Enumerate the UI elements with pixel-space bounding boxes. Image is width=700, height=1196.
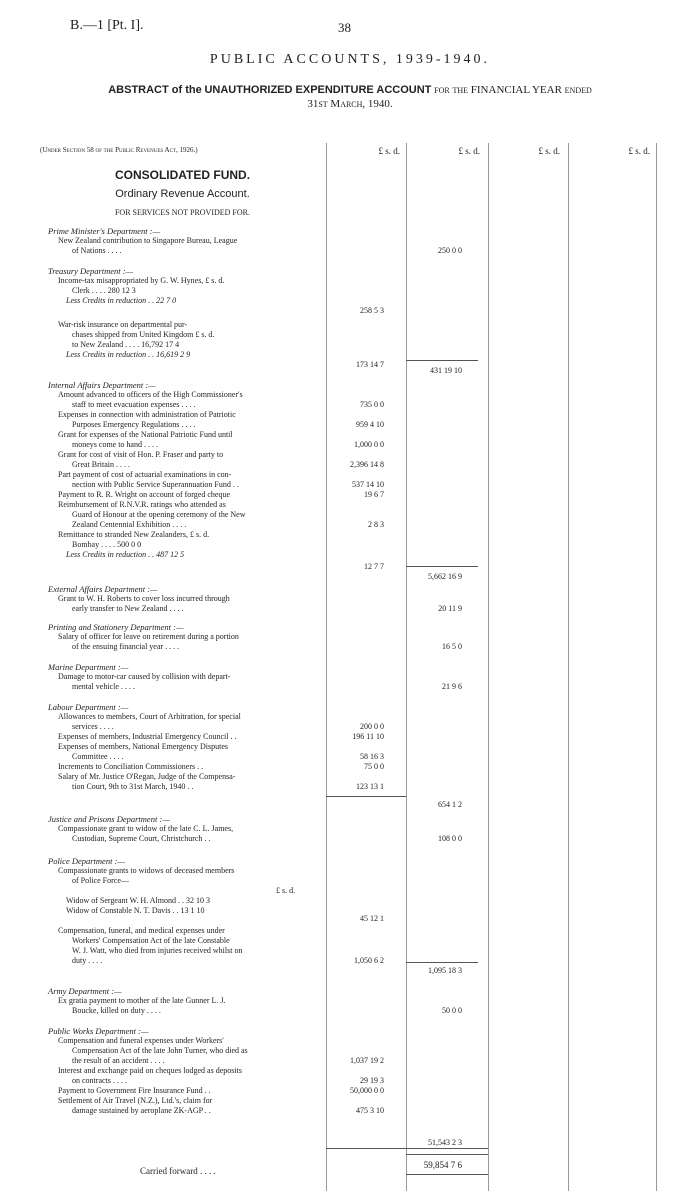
line-item: the result of an accident . . . . <box>72 1056 165 1065</box>
line-item: staff to meet evacuation expenses . . . . <box>72 400 196 409</box>
line-item: Payment to Government Fire Insurance Fund . . <box>58 1086 211 1095</box>
line-item: Remittance to stranded New Zealanders, £ s. d. <box>58 530 210 539</box>
section-total: 20 11 9 <box>438 604 462 613</box>
line-item: chases shipped from United Kingdom £ s. d. <box>72 330 215 339</box>
fund-title: CONSOLIDATED FUND. <box>114 168 251 182</box>
column-rule-5 <box>656 143 657 1191</box>
column-head-2: £ s. d. <box>458 146 480 156</box>
section-total: 51,543 2 3 <box>428 1138 462 1147</box>
amount: 50,000 0 0 <box>350 1086 384 1095</box>
section-title-marine: Marine Department :— <box>48 662 129 672</box>
line-item: Increments to Conciliation Commissioners . . <box>58 762 204 771</box>
amount: 537 14 10 <box>352 480 384 489</box>
line-item: £ s. d. <box>276 886 296 895</box>
line-item: Clerk . . . . 280 12 3 <box>72 286 136 295</box>
line-item: Damage to motor-car caused by collision with depart- <box>58 672 231 681</box>
abstract-prefix: ABSTRACT of the <box>108 84 202 96</box>
line-item: Bombay . . . . 500 0 0 <box>72 540 142 549</box>
line-item: Guard of Honour at the opening ceremony of the New <box>72 510 246 519</box>
amount: 258 5 3 <box>360 306 384 315</box>
line-item: Income-tax misappropriated by G. W. Hynes, £ s. d. <box>58 276 225 285</box>
line-item: Less Credits in reduction . . 16,619 2 9 <box>66 350 191 359</box>
page-title: PUBLIC ACCOUNTS, 1939-1940. <box>209 52 491 67</box>
amount: 123 13 1 <box>356 782 384 791</box>
line-item: Zealand Centennial Exhibition . . . . <box>72 520 187 529</box>
amount: 75 0 0 <box>364 762 384 771</box>
line-item: Compensation, funeral, and medical expenses under <box>58 926 225 935</box>
section-total: 1,095 18 3 <box>428 966 462 975</box>
line-item: tion Court, 9th to 31st March, 1940 . . <box>72 782 194 791</box>
section-title-prime-minister: Prime Minister's Department :— <box>48 226 161 236</box>
abstract-bold: UNAUTHORIZED EXPENDITURE ACCOUNT <box>204 84 432 96</box>
column-head-3: £ s. d. <box>538 146 560 156</box>
line-item: Custodian, Supreme Court, Christchurch . . <box>72 834 211 843</box>
column-head-4: £ s. d. <box>628 146 650 156</box>
abstract-heading <box>0 84 700 97</box>
section-total: 50 0 0 <box>442 1006 462 1015</box>
line-item: Compensation and funeral expenses under Workers' <box>58 1036 224 1045</box>
line-item: Interest and exchange paid on cheques lodged as deposits <box>58 1066 242 1075</box>
amount: 196 11 10 <box>352 732 384 741</box>
line-item: early transfer to New Zealand . . . . <box>72 604 184 613</box>
amount: 12 7 7 <box>364 562 384 571</box>
section-title-printing: Printing and Stationery Department :— <box>48 622 184 632</box>
section-total: 250 0 0 <box>438 246 462 255</box>
column-rule-3 <box>488 143 489 1191</box>
total-rule <box>406 962 478 963</box>
line-item: Reimbursement of R.N.V.R. ratings who attended as <box>58 500 226 509</box>
line-item: of the ensuing financial year . . . . <box>72 642 180 651</box>
section-title-internal-affairs: Internal Affairs Department :— <box>48 380 156 390</box>
amount: 1,037 19 2 <box>350 1056 384 1065</box>
section-total: 654 1 2 <box>438 800 462 809</box>
line-item: Compassionate grant to widow of the late C. L. James, <box>58 824 234 833</box>
column-rule-4 <box>568 143 569 1191</box>
line-item: Expenses in connection with administration of Patriotic <box>58 410 236 419</box>
line-item: Committee . . . . <box>72 752 124 761</box>
column-head-1: £ s. d. <box>378 146 400 156</box>
line-item: damage sustained by aeroplane ZK-AGP . . <box>72 1106 211 1115</box>
line-item: Salary of Mr. Justice O'Regan, Judge of the Compensa- <box>58 772 236 781</box>
section-title-labour: Labour Department :— <box>48 702 129 712</box>
line-item: to New Zealand . . . . 16,792 17 4 <box>72 340 180 349</box>
amount: 58 16 3 <box>360 752 384 761</box>
line-item: Grant for cost of visit of Hon. P. Fraser and party to <box>58 450 224 459</box>
carried-forward-label: Carried forward . . . . <box>140 1166 216 1176</box>
amount: 2 8 3 <box>368 520 384 529</box>
statutory-note: (Under Section 58 of the Public Revenues Act, 1926.) <box>40 146 198 154</box>
section-title-public-works: Public Works Department :— <box>48 1026 149 1036</box>
section-title-external-affairs: External Affairs Department :— <box>48 584 158 594</box>
amount: 2,396 14 8 <box>350 460 384 469</box>
section-total: 5,662 16 9 <box>428 572 462 581</box>
amount: 959 4 10 <box>356 420 384 429</box>
amount: 45 12 1 <box>360 914 384 923</box>
line-item: Ex gratia payment to mother of the late Gunner L. J. <box>58 996 226 1005</box>
line-item: services . . . . <box>72 722 114 731</box>
page-number: 38 <box>338 20 351 35</box>
section-total: 108 0 0 <box>438 834 462 843</box>
line-item: on contracts . . . . <box>72 1076 127 1085</box>
section-title-treasury: Treasury Department :— <box>48 266 134 276</box>
carried-forward-rule <box>406 1154 488 1155</box>
fund-note: FOR SERVICES NOT PROVIDED FOR. <box>114 208 250 217</box>
line-item: Amount advanced to officers of the High Commissioner's <box>58 390 243 399</box>
line-item: Part payment of cost of actuarial examinations in con- <box>58 470 232 479</box>
line-item: Purposes Emergency Regulations . . . . <box>72 420 196 429</box>
section-total: 431 19 10 <box>430 366 462 375</box>
amount: 735 0 0 <box>360 400 384 409</box>
fund-subtitle: Ordinary Revenue Account. <box>115 188 250 200</box>
section-title-army: Army Department :— <box>48 986 122 996</box>
line-item: mental vehicle . . . . <box>72 682 135 691</box>
line-item: Less Credits in reduction . . 487 12 5 <box>66 550 185 559</box>
section-title-justice: Justice and Prisons Department :— <box>48 814 170 824</box>
line-item: New Zealand contribution to Singapore Bureau, League <box>58 236 238 245</box>
amount: 173 14 7 <box>356 360 384 369</box>
carried-forward-rule-bottom <box>406 1174 488 1175</box>
section-total: 21 9 6 <box>442 682 462 691</box>
line-item: of Police Force— <box>72 876 129 885</box>
line-item: Great Britain . . . . <box>72 460 130 469</box>
total-rule <box>406 360 478 361</box>
amount: 19 6 7 <box>364 490 384 499</box>
abstract-suffix: for the FINANCIAL YEAR ended <box>434 84 592 96</box>
line-item: duty . . . . <box>72 956 103 965</box>
line-item: Expenses of members, Industrial Emergency Council . . <box>58 732 237 741</box>
line-item: Allowances to members, Court of Arbitration, for special <box>58 712 241 721</box>
carried-forward-rule-top <box>326 1148 488 1149</box>
amount: 29 19 3 <box>360 1076 384 1085</box>
line-item: Salary of officer for leave on retirement during a portion <box>58 632 239 641</box>
section-title-police: Police Department :— <box>48 856 125 866</box>
document-reference: B.—1 [Pt. I]. <box>70 18 144 33</box>
carried-forward-amount: 59,854 7 6 <box>423 1160 462 1170</box>
amount: 475 3 10 <box>356 1106 384 1115</box>
column-rule-2 <box>406 143 407 1191</box>
line-item: Boucke, killed on duty . . . . <box>72 1006 161 1015</box>
line-item: Compensation Act of the late John Turner, who died as <box>72 1046 248 1055</box>
line-item: Expenses of members, National Emergency Disputes <box>58 742 229 751</box>
line-item: Settlement of Air Travel (N.Z.), Ltd.'s, claim for <box>58 1096 213 1105</box>
amount: 1,050 6 2 <box>354 956 384 965</box>
line-item: of Nations . . . . <box>72 246 122 255</box>
abstract-date: 31st March, 1940. <box>307 98 393 110</box>
amount: 1,000 0 0 <box>354 440 384 449</box>
line-item: Widow of Constable N. T. Davis . . 13 1 10 <box>66 906 205 915</box>
line-item: Payment to R. R. Wright on account of forged cheque <box>58 490 231 499</box>
line-item: Workers' Compensation Act of the late Constable <box>72 936 230 945</box>
section-total: 16 5 0 <box>442 642 462 651</box>
line-item: Grant for expenses of the National Patriotic Fund until <box>58 430 233 439</box>
line-item: War-risk insurance on departmental pur- <box>58 320 188 329</box>
amount: 200 0 0 <box>360 722 384 731</box>
subtotal-rule <box>326 796 406 797</box>
total-rule <box>406 566 478 567</box>
line-item: Compassionate grants to widows of deceased members <box>58 866 235 875</box>
line-item: Widow of Sergeant W. H. Almond . . 32 10 3 <box>66 896 210 905</box>
line-item: Less Credits in reduction . . 22 7 0 <box>66 296 177 305</box>
line-item: W. J. Watt, who died from injuries received whilst on <box>72 946 243 955</box>
line-item: moneys come to hand . . . . <box>72 440 158 449</box>
line-item: Grant to W. H. Roberts to cover loss incurred through <box>58 594 230 603</box>
line-item: nection with Public Service Superannuation Fund . . <box>72 480 239 489</box>
